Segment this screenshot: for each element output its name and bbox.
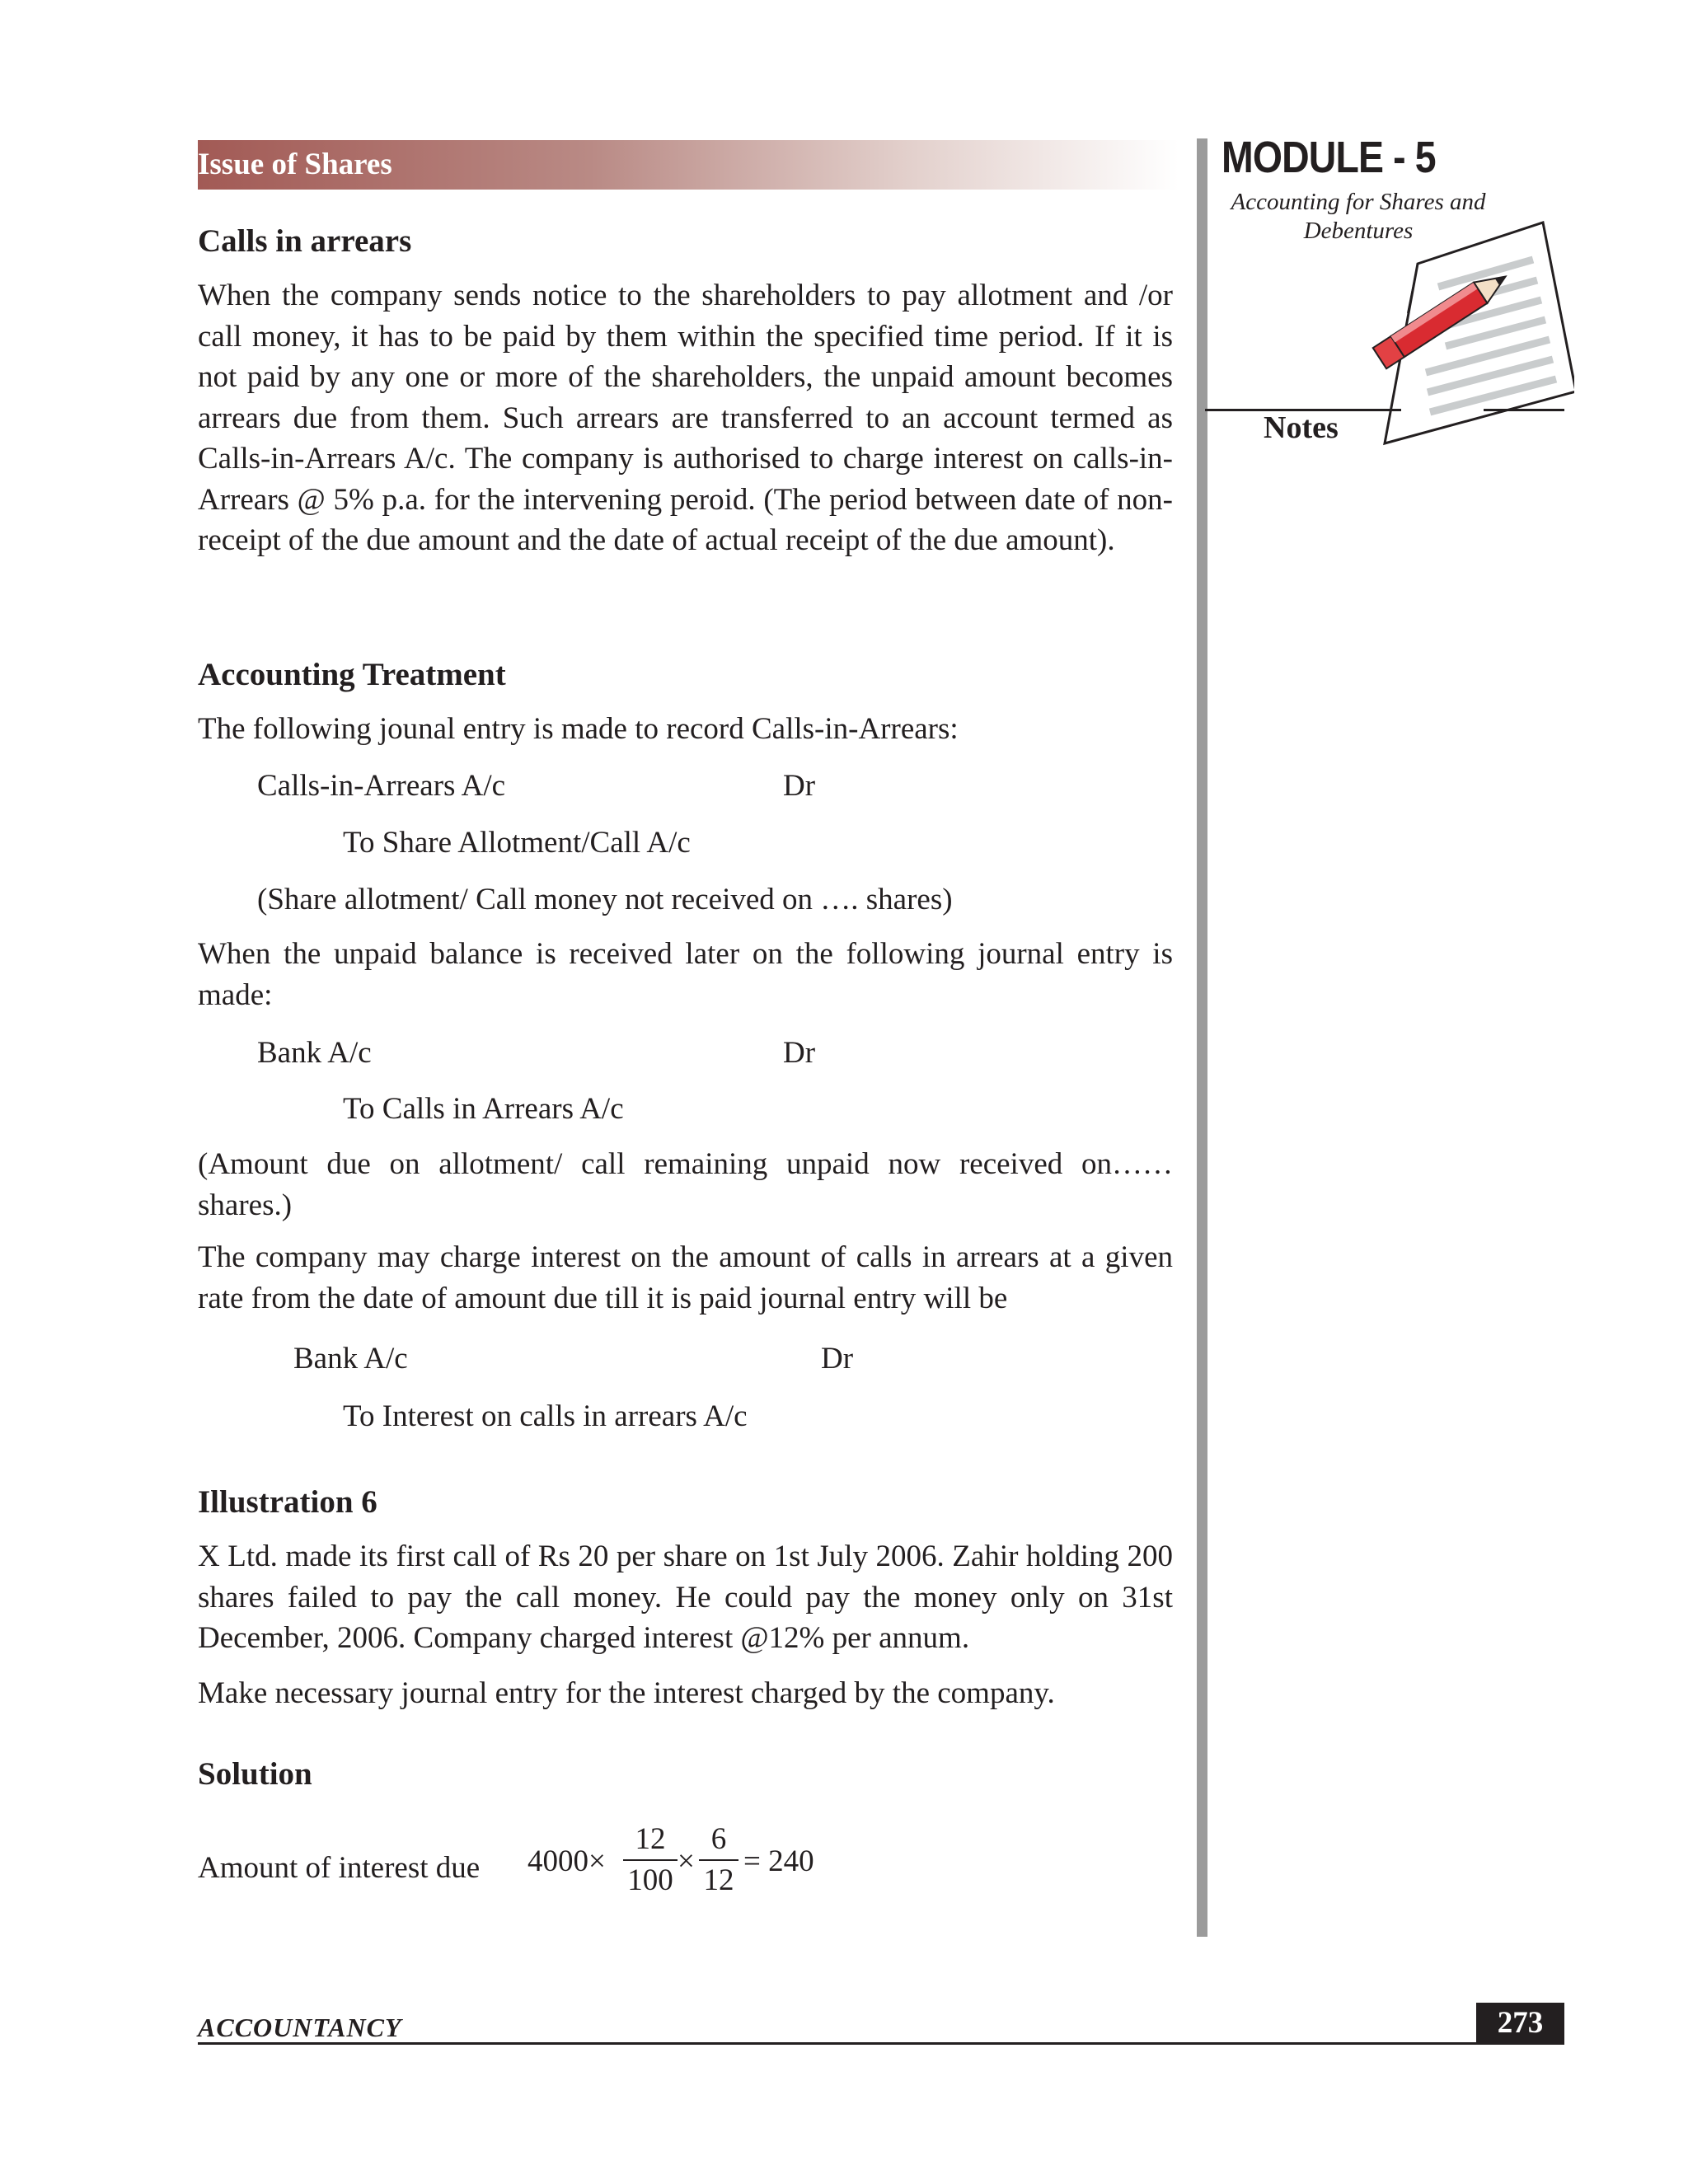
entry1-debit-account: Calls-in-Arrears A/c: [257, 769, 506, 803]
formula-result: = 240: [743, 1844, 814, 1878]
notepad-pencil-icon: [1360, 214, 1574, 453]
solution-heading: Solution: [198, 1756, 312, 1792]
entry3-credit-account: To Interest on calls in arrears A/c: [343, 1399, 748, 1433]
journal-intro-text: The following jounal entry is made to record Calls-in-Arrears:: [198, 712, 959, 746]
formula-fraction-period: [699, 1823, 738, 1897]
formula-times: ×: [678, 1844, 695, 1878]
fraction-period-numerator: 6: [699, 1823, 738, 1861]
calls-in-arrears-heading: Calls in arrears: [198, 223, 412, 259]
entry3-dr-label: Dr: [821, 1342, 854, 1376]
module-subtitle: Accounting for Shares and Debentures: [1231, 189, 1486, 244]
illustration-paragraph: X Ltd. made its first call of Rs 20 per share on 1st July 2006. Zahir holding 200 shares failed to pay the call money. He could pay the money only on 31st December, 2006. Company charged interest @12% per annum.: [198, 1540, 1173, 1655]
module-title: MODULE - 5: [1221, 133, 1436, 182]
interest-amount-label: Amount of interest due: [198, 1851, 481, 1885]
entry1-dr-label: Dr: [783, 769, 816, 803]
notes-rule-right: [1484, 409, 1564, 411]
interest-charge-text: The company may charge interest on the amount of calls in arrears at a given rate from the date of amount due till it is paid journal entry will be: [198, 1240, 1173, 1315]
entry3-debit-account: Bank A/c: [293, 1342, 408, 1376]
entry1-narration: (Share allotment/ Call money not received on …. shares): [257, 883, 953, 916]
fraction-period-denominator: 12: [703, 1863, 734, 1897]
illustration-task: Make necessary journal entry for the interest charged by the company.: [198, 1676, 1055, 1710]
fraction-rate-denominator: 100: [627, 1863, 673, 1897]
entry2-credit-account: To Calls in Arrears A/c: [343, 1092, 624, 1126]
fraction-rate-numerator: 12: [623, 1823, 678, 1861]
accounting-treatment-heading: Accounting Treatment: [198, 657, 506, 692]
footer-book-title: ACCOUNTANCY: [198, 2013, 402, 2042]
page-number: 273: [1497, 2006, 1544, 2040]
entry2-debit-account: Bank A/c: [257, 1036, 372, 1070]
formula-fraction-rate: [623, 1823, 678, 1897]
entry2-narration: (Amount due on allotment/ call remaining unpaid now received on…… shares.): [198, 1147, 1173, 1222]
entry2-dr-label: Dr: [783, 1036, 816, 1070]
section-title: Issue of Shares: [198, 148, 392, 181]
unpaid-balance-text: When the unpaid balance is received later on the following journal entry is made:: [198, 937, 1173, 1012]
formula-base: 4000×: [528, 1844, 606, 1878]
illustration-heading: Illustration 6: [198, 1484, 377, 1520]
notes-label: Notes: [1264, 410, 1339, 445]
calls-in-arrears-paragraph: When the company sends notice to the shareholders to pay allotment and /or call money, it has to be paid by them within the specified time period. If it is not paid by any one or more of the shareholders, the unpaid amount becomes arrears due from them. Such arrears are transferred to an account termed as Calls-in-Arrears A/c. The company is authorised to charge interest on calls-in-Arrears @ 5% p.a. for the intervening peroid. (The period between date of non-receipt of the due amount and the date of actual receipt of the due amount).: [198, 279, 1173, 557]
entry1-credit-account: To Share Allotment/Call A/c: [343, 826, 691, 860]
footer-rule: [198, 2042, 1564, 2045]
